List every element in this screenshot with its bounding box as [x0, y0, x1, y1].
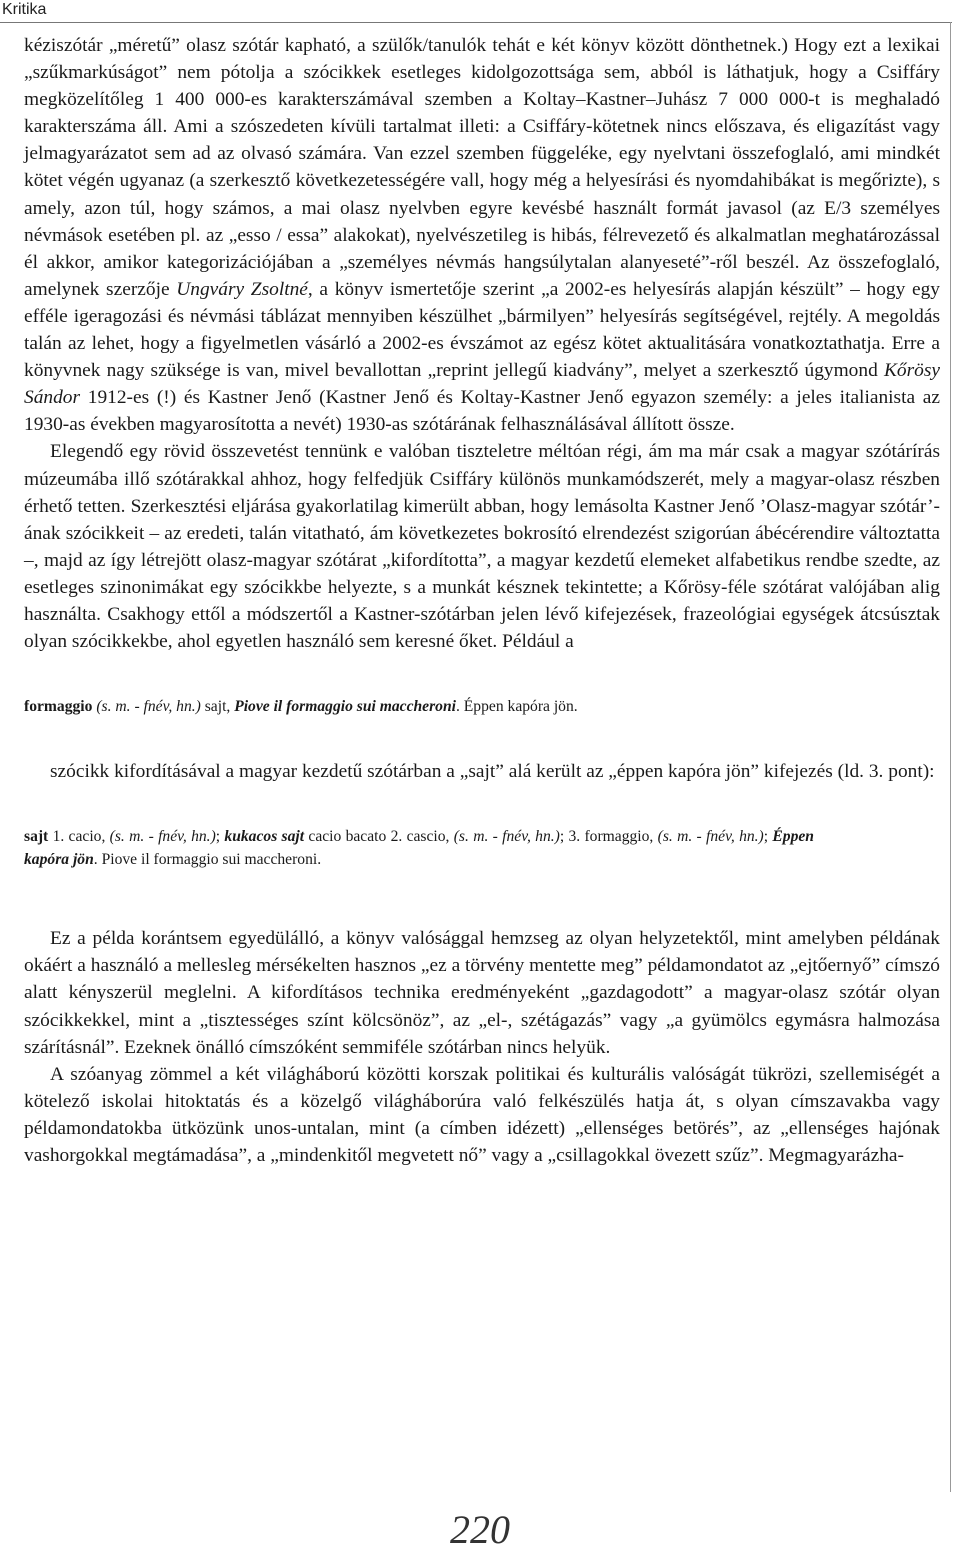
running-header: [0, 0, 952, 23]
author-name: Ungváry Zsoltné: [176, 278, 308, 300]
dictionary-entry-sajt: sajt 1. cacio, (s. m. - fnév, hn.); kukacos sajt cacio bacato 2. cascio, (s. m. - fnév, hn.); 3. formaggio, (s. m. - fnév, hn.); Éppen kapóra jön. Piove il formaggio sui maccheroni.: [24, 828, 814, 869]
editor-name: Kőrösy Sándor: [24, 360, 940, 409]
column-rule: [950, 22, 951, 1492]
paragraph: Elegendő egy rövid összevetést tennünk e valóban tiszteletre méltóan régi, ám ma már csak a magyar szótárírás múzeumába illő szótárakkal ahhoz, hogy felfedjük Csiffáry különös munkamódszerét, mely a magyar-olasz részben érhető tetten. Szerkesztési eljárása gyakorlatilag kimerült abban, hogy lemásolta Kastner Jenő ’Olasz-magyar szótár’-ának szócikkeit – az eredeti, talán vitatható, ám következetes bokrosító elrendezést szigorúan ábécérendire változtatta –, majd az így létrejött olasz-magyar szótárat „kifordította”, a magyar kezdetű elemeket alfabetikus rendbe szedte, az esetleges szinonimákat egy szócikkbe helyezte, s a munkát késznek tekintette; a Kőrösy-féle szótárat valójában alig használta. Csakhogy ettől a módszertől a Kastner-szótárban jelen lévő kifejezések, frazeológiai egységek átcsúsztak olyan szócikkekbe, ahol egyetlen használó sem keresné őket. Például a: [24, 441, 940, 653]
dictionary-entry-formaggio: formaggio (s. m. - fnév, hn.) sajt, Piove il formaggio sui maccheroni. Éppen kapóra jön.: [24, 698, 578, 716]
entry-example: Piove il formaggio sui maccheroni: [234, 698, 456, 716]
entry-headword: formaggio: [24, 698, 93, 716]
page-number: 220: [450, 1507, 510, 1552]
paragraph: kéziszótár „méretű” olasz szótár kapható, a szülők/tanulók tehát e két könyv között dönthetnek.) Hogy ezt a lexikai „szűkmarkúságot” nem pótolja a szócikkek esetleges kidolgozottsága sem, abból is láthatjuk, hogy a Csiffáry megközelítőleg 1 400 000-es karakterszámával szemben a Koltay–Kastner–Juhász 7 000 000-t is meghaladó karakterszáma áll. Ami a szószedeten kívüli tartalmat illeti: a Csiffáry-kötetnek nincs előszava, és eligazítást vagy jelmagyarázatot sem ad az olvasó számára. Van ezzel szemben függeléke, egy nyelvtani összefoglaló, ami mindkét kötet végén ugyanaz (a szerkesztő következetességére vall, hogy még a helyesírási és nyomdahibákat is megőrizte), s amely, azon túl, hogy számos, a mai olasz nyelvben egyre kevésbé használt formát javasol (az E/3 személyes névmások esetében pl. az „esso / essa” alakokat), nyelvészetileg is hibás, félrevezető és alkalmatlan meghatározással él akkor, amikor kategorizációjában a „személyes névmás hangsúlytalan alanyeseté”-ről beszél. Az összefoglaló, amelynek szerzője Ungváry Zsoltné, a könyv ismertetője szerint „a 2002-es helyesírás alapján készült” – hogy egy efféle igeragozási és névmási táblázat mennyiben készülhet „bármilyen” helyesírás segítségével, rejtély. A megoldás talán az lehet, hogy a figyelmetlen vásárló a 2002-es évszámot az egész kötet aktualitására vonatkoztathatja. Erre a könyvnek nagy szüksége is van, mivel bevallottan „reprint jellegű kiadvány”, melyet a szerkesztő úgymond Kőrösy Sándor 1912-es (!) és Kastner Jenő (Kastner Jenő és Koltay-Kastner Jenő egyazon személy: a jeles italianista az 1930-as években magyarosította a nevét) 1930-as szótárának felhasználásával állított össze.: [24, 35, 940, 436]
entry-headword: sajt: [24, 828, 49, 846]
paragraph: Ez a példa korántsem egyedülálló, a könyv valósággal hemzseg az olyan helyzetektől, mint amelyben példának okáért a használó a mellesleg mérsékelten hasznos „ez a törvény mentette meg” példamondatot az „ejtőernyő” címszó alatt kényszerül meglelni. A kifordításos technika eredményeként „gazdagodott” a magyar-olasz szótár olyan szócikkekkel, mint a „tisztességes színt kölcsönöz”, az „el-, szétágazás” vagy „a gyümölcs egymásra halmozása szárításnál”. Ezeknek önálló címszóként semmiféle szótárban nincs helyük.: [24, 928, 940, 1058]
section-label: Kritika: [2, 1, 47, 18]
paragraph: szócikk kifordításával a magyar kezdetű szótárban a „sajt” alá került az „éppen kapóra jön” kifejezés (ld. 3. pont):: [50, 761, 935, 783]
entry-grammar: (s. m. - fnév, hn.): [96, 698, 201, 716]
article-body: [24, 32, 940, 1169]
paragraph: A szóanyag zömmel a két világháború közötti korszak politikai és kulturális valóságát tükrözi, szellemiségét a kötelező iskolai hitoktatás és a közelgő világháborúra való felkészülés hatja át, s olyan címszavakba vagy példamondatokba ütközünk unos-untalan, mint (a címben idézett) „ellenséges betörés”, az „ellenséges hajónak vashorgokkal megtámadása”, a „mindenkitől megvetett nő” vagy a „csillagokkal övezett szűz”. Megmagyarázha-: [24, 1063, 940, 1166]
